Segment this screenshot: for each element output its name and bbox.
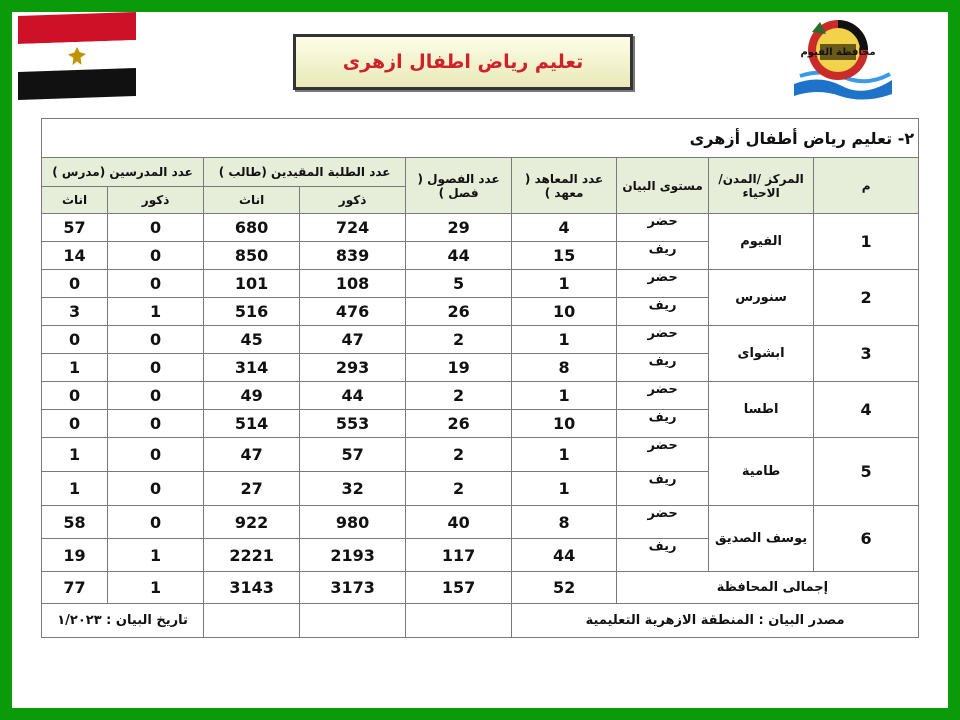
header-center: المركز /المدن/الاحياء: [709, 158, 814, 214]
teachers-female-cell: 58: [42, 506, 108, 539]
total-teachers-female: 77: [42, 572, 108, 604]
institutes-cell: 1: [512, 270, 617, 298]
teachers-male-cell: 0: [108, 472, 204, 506]
egypt-flag-icon: [18, 12, 136, 100]
table-row: [42, 438, 919, 472]
institutes-cell: 1: [512, 326, 617, 354]
center-name: طامية: [709, 438, 814, 506]
students-female-cell: 45: [204, 326, 300, 354]
teachers-female-cell: 0: [42, 410, 108, 438]
footer-row: [42, 604, 919, 638]
header-level: مستوى البيان: [617, 158, 709, 214]
center-name: يوسف الصديق: [709, 506, 814, 572]
teachers-female-cell: 3: [42, 298, 108, 326]
header-institutes: عدد المعاهد ( معهد ): [512, 158, 617, 214]
teachers-male-cell: 1: [108, 298, 204, 326]
row-number: 3: [814, 326, 919, 382]
students-male-cell: 980: [300, 506, 406, 539]
level-cell: حضر: [617, 382, 709, 410]
total-row: [42, 572, 919, 604]
classes-cell: 26: [406, 298, 512, 326]
classes-cell: 44: [406, 242, 512, 270]
students-female-cell: 922: [204, 506, 300, 539]
header-students-female: اناث: [204, 187, 300, 214]
total-students-female: 3143: [204, 572, 300, 604]
header-students-male: ذكور: [300, 187, 406, 214]
teachers-female-cell: 1: [42, 472, 108, 506]
data-source: مصدر البيان : المنطقة الازهرية التعليمية: [512, 604, 919, 638]
teachers-male-cell: 0: [108, 270, 204, 298]
center-name: سنورس: [709, 270, 814, 326]
students-female-cell: 516: [204, 298, 300, 326]
row-number: 1: [814, 214, 919, 270]
students-female-cell: 514: [204, 410, 300, 438]
table-row: [42, 506, 919, 539]
table-caption: ٢- تعليم رياض أطفال أزهرى: [42, 119, 919, 158]
teachers-female-cell: 1: [42, 438, 108, 472]
institutes-cell: 10: [512, 410, 617, 438]
row-number: 2: [814, 270, 919, 326]
level-cell: ريف: [617, 539, 709, 572]
center-name: اطسا: [709, 382, 814, 438]
teachers-female-cell: 14: [42, 242, 108, 270]
students-male-cell: 108: [300, 270, 406, 298]
students-male-cell: 724: [300, 214, 406, 242]
total-institutes: 52: [512, 572, 617, 604]
teachers-female-cell: 0: [42, 326, 108, 354]
fayoum-logo-icon: [790, 14, 896, 100]
data-table: [41, 118, 919, 638]
logo-text: محافظة الفيوم: [800, 47, 876, 58]
table-row: [42, 270, 919, 298]
students-male-cell: 839: [300, 242, 406, 270]
teachers-female-cell: 1: [42, 354, 108, 382]
header-teachers-female: اناث: [42, 187, 108, 214]
header-teachers-male: ذكور: [108, 187, 204, 214]
empty-cell: [204, 604, 300, 638]
classes-cell: 2: [406, 472, 512, 506]
institutes-cell: 1: [512, 382, 617, 410]
classes-cell: 5: [406, 270, 512, 298]
level-cell: ريف: [617, 242, 709, 270]
center-name: الفيوم: [709, 214, 814, 270]
students-male-cell: 2193: [300, 539, 406, 572]
students-female-cell: 850: [204, 242, 300, 270]
teachers-male-cell: 1: [108, 539, 204, 572]
teachers-male-cell: 0: [108, 354, 204, 382]
institutes-cell: 1: [512, 472, 617, 506]
total-classes: 157: [406, 572, 512, 604]
teachers-female-cell: 0: [42, 382, 108, 410]
empty-cell: [300, 604, 406, 638]
teachers-male-cell: 0: [108, 438, 204, 472]
level-cell: ريف: [617, 410, 709, 438]
header-teachers: عدد المدرسين (مدرس ): [42, 158, 204, 187]
teachers-male-cell: 0: [108, 214, 204, 242]
classes-cell: 40: [406, 506, 512, 539]
header-classes: عدد الفصول ( فصل ): [406, 158, 512, 214]
institutes-cell: 15: [512, 242, 617, 270]
students-female-cell: 47: [204, 438, 300, 472]
institutes-cell: 4: [512, 214, 617, 242]
institutes-cell: 44: [512, 539, 617, 572]
classes-cell: 2: [406, 382, 512, 410]
table-row: [42, 214, 919, 242]
level-cell: ريف: [617, 298, 709, 326]
teachers-female-cell: 57: [42, 214, 108, 242]
data-date: تاريخ البيان : ١/٢٠٢٣: [42, 604, 204, 638]
classes-cell: 29: [406, 214, 512, 242]
row-number: 5: [814, 438, 919, 506]
institutes-cell: 8: [512, 354, 617, 382]
table-row: [42, 382, 919, 410]
institutes-cell: 10: [512, 298, 617, 326]
header-m: م: [814, 158, 919, 214]
row-number: 4: [814, 382, 919, 438]
classes-cell: 26: [406, 410, 512, 438]
institutes-cell: 1: [512, 438, 617, 472]
students-female-cell: 2221: [204, 539, 300, 572]
students-female-cell: 314: [204, 354, 300, 382]
teachers-male-cell: 0: [108, 242, 204, 270]
students-male-cell: 32: [300, 472, 406, 506]
students-male-cell: 57: [300, 438, 406, 472]
students-male-cell: 553: [300, 410, 406, 438]
students-female-cell: 680: [204, 214, 300, 242]
table-row: [42, 326, 919, 354]
teachers-male-cell: 0: [108, 326, 204, 354]
students-female-cell: 27: [204, 472, 300, 506]
teachers-male-cell: 0: [108, 506, 204, 539]
total-teachers-male: 1: [108, 572, 204, 604]
teachers-male-cell: 0: [108, 382, 204, 410]
classes-cell: 2: [406, 326, 512, 354]
page-title-box: [293, 34, 633, 90]
level-cell: حضر: [617, 326, 709, 354]
row-number: 6: [814, 506, 919, 572]
classes-cell: 2: [406, 438, 512, 472]
header-students: عدد الطلبة المقيدين (طالب ): [204, 158, 406, 187]
total-students-male: 3173: [300, 572, 406, 604]
total-label: إجمالى المحافظة: [617, 572, 919, 604]
students-male-cell: 476: [300, 298, 406, 326]
students-female-cell: 101: [204, 270, 300, 298]
level-cell: حضر: [617, 214, 709, 242]
level-cell: حضر: [617, 438, 709, 472]
center-name: ابشواى: [709, 326, 814, 382]
students-female-cell: 49: [204, 382, 300, 410]
empty-cell: [406, 604, 512, 638]
teachers-male-cell: 0: [108, 410, 204, 438]
teachers-female-cell: 19: [42, 539, 108, 572]
students-male-cell: 293: [300, 354, 406, 382]
teachers-female-cell: 0: [42, 270, 108, 298]
level-cell: حضر: [617, 506, 709, 539]
students-male-cell: 47: [300, 326, 406, 354]
students-male-cell: 44: [300, 382, 406, 410]
institutes-cell: 8: [512, 506, 617, 539]
level-cell: ريف: [617, 472, 709, 506]
classes-cell: 19: [406, 354, 512, 382]
classes-cell: 117: [406, 539, 512, 572]
level-cell: ريف: [617, 354, 709, 382]
level-cell: حضر: [617, 270, 709, 298]
page-title: تعليم رياض اطفال ازهرى: [342, 51, 584, 73]
